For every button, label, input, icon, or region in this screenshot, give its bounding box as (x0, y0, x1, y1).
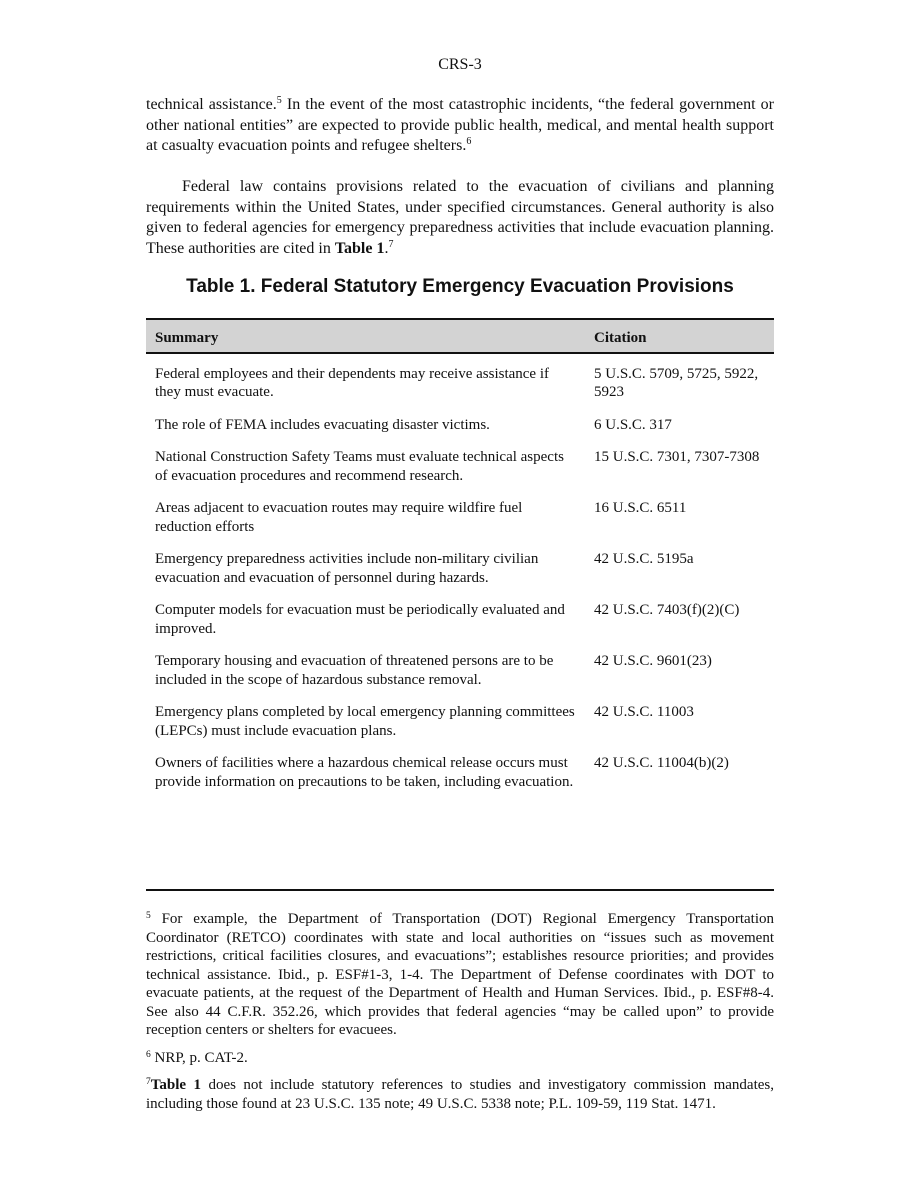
paragraph-text: technical assistance. (146, 96, 277, 113)
footnote-ref-5[interactable]: 5 (276, 95, 282, 106)
citation-cell: 42 U.S.C. 5195a (594, 551, 694, 567)
provisions-table-container (146, 318, 774, 805)
paragraph-end: . (384, 239, 389, 257)
footnote-mark: 6 (146, 1049, 151, 1060)
footnote-text: For example, the Department of Transportation (DOT) Regional Emergency Transportation Coordinator (RETCO) coordinates with state and local authorities on “issues such as movement restrictions, critical facilities closures, and evacuations”; establishes resource priorities; and provides technical assistance. Ibid., p. ESF#1-3, 1-4. The Department of Defense coordinates with DOT to evacuate patients, at the request of the Department of Health and Human Services. Ibid., p. ESF#8-4. See also 44 C.F.R. 352.26, which provides that federal agencies “may be called upon” to provide reception centers or shelters for evacuees. (146, 911, 774, 1038)
summary-cell: The role of FEMA includes evacuating disaster victims. (155, 416, 490, 433)
table-row (146, 754, 774, 805)
provisions-table (146, 318, 774, 805)
footnote-text: NRP, p. CAT-2. (150, 1049, 248, 1066)
citation-cell: 42 U.S.C. 9601(23) (594, 653, 712, 669)
paragraph-text: Federal law contains provisions related to the evacuation of civilians and planning requirements within the United States, under specified circumstances. General authority is also given to federal agencies for emergency preparedness activities that include evacuation planning. These authorities are cited in (146, 178, 774, 257)
table-row (146, 448, 774, 499)
summary-cell: Emergency plans completed by local emergency planning committees (LEPCs) must include evacuation plans. (155, 704, 575, 739)
footnote-6 (146, 1049, 774, 1068)
table-title: Table 1. Federal Statutory Emergency Evacuation Provisions (186, 276, 734, 297)
summary-cell: Areas adjacent to evacuation routes may require wildfire fuel reduction efforts (155, 500, 523, 535)
table-row (146, 353, 774, 416)
body-paragraph-1 (146, 95, 774, 157)
citation-cell: 15 U.S.C. 7301, 7307-7308 (594, 449, 760, 465)
footnote-mark: 7 (146, 1077, 151, 1087)
footnote-7 (146, 1076, 774, 1113)
citation-cell: 42 U.S.C. 7403(f)(2)(C) (594, 602, 740, 618)
citation-cell: 5 U.S.C. 5709, 5725, 5922, 5923 (594, 365, 759, 400)
footnote-ref-6[interactable]: 6 (466, 136, 472, 147)
summary-cell: Computer models for evacuation must be periodically evaluated and improved. (155, 602, 565, 637)
summary-cell: Federal employees and their dependents may receive assistance if they must evacuate. (155, 365, 550, 400)
table-row (146, 652, 774, 703)
citation-cell: 16 U.S.C. 6511 (594, 500, 687, 516)
body-paragraph-2 (146, 177, 774, 259)
table-row (146, 601, 774, 652)
citation-cell: 42 U.S.C. 11004(b)(2) (594, 755, 729, 771)
table-row (146, 416, 774, 449)
table-reference: Table 1 (334, 239, 385, 257)
footnote-text: does not include statutory references to studies and investigatory commission mandates, including those found at 23 U.S.C. 135 note; 49 U.S.C. 5338 note; P.L. 109-59, 119 Stat. 1471. (146, 1077, 774, 1112)
column-header-summary: Summary (146, 319, 585, 353)
footnote-table-reference: Table 1 (150, 1077, 201, 1093)
paragraph-text: In the event of the most catastrophic incidents, “the federal government or other national entities” are expected to provide public health, medical, and mental health support at casualty evacuation points and refugee shelters. (146, 96, 775, 154)
footnote-5 (146, 910, 774, 1040)
footnote-divider (146, 889, 774, 891)
table-header-row (146, 319, 774, 353)
footnote-ref-7[interactable]: 7 (388, 238, 394, 250)
citation-cell: 42 U.S.C. 11003 (594, 704, 694, 720)
table-row (146, 499, 774, 550)
summary-cell: Emergency preparedness activities include non-military civilian evacuation and evacuation of personnel during hazards. (155, 551, 539, 586)
footnotes (146, 910, 774, 1122)
table-row (146, 703, 774, 754)
citation-cell: 6 U.S.C. 317 (594, 416, 672, 433)
summary-cell: National Construction Safety Teams must evaluate technical aspects of evacuation procedures and recommend research. (155, 449, 564, 484)
summary-cell: Temporary housing and evacuation of threatened persons are to be included in the scope of hazardous substance removal. (155, 653, 554, 688)
page-number: CRS-3 (438, 56, 482, 73)
column-header-citation: Citation (585, 319, 774, 353)
summary-cell: Owners of facilities where a hazardous chemical release occurs must provide information on precautions to be taken, including evacuation. (155, 755, 574, 790)
table-row (146, 550, 774, 601)
footnote-mark: 5 (146, 911, 151, 921)
